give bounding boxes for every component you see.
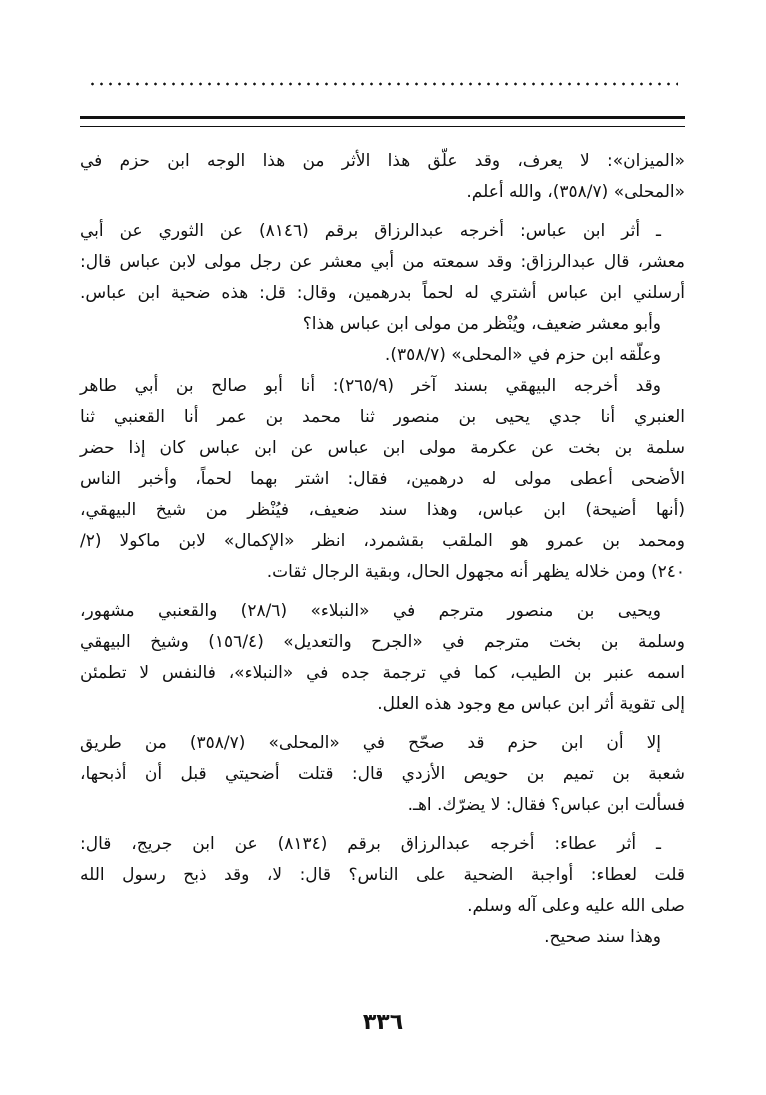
- paragraph-abu-mashar: [80, 309, 685, 340]
- text-line: سلمة بن بخت عن عكرمة مولى ابن عباس عن ابن عباس كان إذا حضر: [80, 438, 685, 458]
- text-line: أرسلني ابن عباس أشتري له لحماً بدرهمين، وقال: قل: هذه ضحية ابن عباس.: [80, 283, 685, 303]
- header-rule-thin: [80, 126, 685, 127]
- text-line: (أنها أضيحة) ابن عباس، وهذا سند ضعيف، فيُنْظر من شيخ البيهقي،: [80, 500, 685, 520]
- text-line: وأبو معشر ضعيف، ويُنْظر من مولى ابن عباس هذا؟: [302, 314, 661, 334]
- text-line: وقد أخرجه البيهقي بسند آخر (٢٦٥/٩): أنا أبو صالح بن أبي طاهر: [80, 376, 661, 396]
- paragraph-ibn-abbas-athar: [80, 216, 685, 309]
- text-line: وعلّقه ابن حزم في «المحلى» (٣٥٨/٧).: [384, 345, 661, 365]
- text-line: الأضحى أعطى مولى له درهمين، فقال: اشتر بهما لحماً، وأخبر الناس: [80, 469, 685, 489]
- page-number: ٣٣٦: [362, 1010, 404, 1035]
- text-line: ـ أثر عطاء: أخرجه عبدالرزاق برقم (٨١٣٤) عن ابن جريج، قال:: [80, 834, 661, 854]
- text-line: اسمه عنبر بن الطيب، كما في ترجمة جده في «النبلاء»، فالنفس لا تطمئن: [80, 663, 685, 683]
- body-text: [80, 146, 685, 953]
- text-line: إلى تقوية أثر ابن عباس مع وجود هذه العلل.: [377, 694, 685, 714]
- paragraph-muhalla: [80, 340, 685, 371]
- header-rule-thick: [80, 116, 685, 119]
- text-line: «المحلى» (٣٥٨/٧)، والله أعلم.: [466, 182, 685, 202]
- paragraph-bayhaqi: [80, 371, 685, 588]
- text-line: وهذا سند صحيح.: [544, 927, 661, 947]
- text-line: صلى الله عليه وعلى آله وسلم.: [467, 896, 685, 916]
- text-line: «الميزان»: لا يعرف، وقد علّق هذا الأثر من هذا الوجه ابن حزم في: [80, 151, 685, 171]
- text-line: العنبري أنا جدي يحيى بن منصور ثنا محمد بن عمر أنا القعنبي ثنا: [80, 407, 685, 427]
- text-line: شعبة بن تميم بن حويص الأزدي قال: قتلت أضحيتي قبل أن أذبحها،: [80, 764, 685, 784]
- text-line: وسلمة بن بخت مترجم في «الجرح والتعديل» (١٥٦/٤) وشيخ البيهقي: [80, 632, 686, 652]
- paragraph-mizan: [80, 146, 685, 208]
- text-line: ٢٤٠) ومن خلاله يظهر أنه مجهول الحال، وبقية الرجال ثقات.: [266, 562, 685, 582]
- paragraph-yahya-ibn-mansur: [80, 596, 685, 720]
- dotted-separator: [88, 82, 678, 86]
- text-line: معشر، قال عبدالرزاق: وقد سمعته من أبي معشر عن رجل مولى لابن عباس قال:: [80, 252, 685, 272]
- text-line: ويحيى بن منصور مترجم في «النبلاء» (٢٨/٦) والقعنبي مشهور،: [80, 601, 661, 621]
- text-line: إلا أن ابن حزم قد صحّح في «المحلى» (٣٥٨/٧) من طريق: [80, 733, 661, 753]
- text-line: ـ أثر ابن عباس: أخرجه عبدالرزاق برقم (٨١٤٦) عن الثوري عن أبي: [80, 221, 661, 241]
- paragraph-ibn-hazm: [80, 728, 685, 821]
- paragraph-sahih: [80, 922, 685, 953]
- text-line: فسألت ابن عباس؟ فقال: لا يضرّك. اهـ.: [407, 795, 685, 815]
- text-line: قلت لعطاء: أواجبة الضحية على الناس؟ قال: لا، وقد ذبح رسول الله: [80, 865, 685, 885]
- text-line: ومحمد بن عمرو هو الملقب بقشمرد، انظر «الإكمال» لابن ماكولا (٢/: [80, 531, 685, 551]
- paragraph-ata-athar: [80, 829, 685, 922]
